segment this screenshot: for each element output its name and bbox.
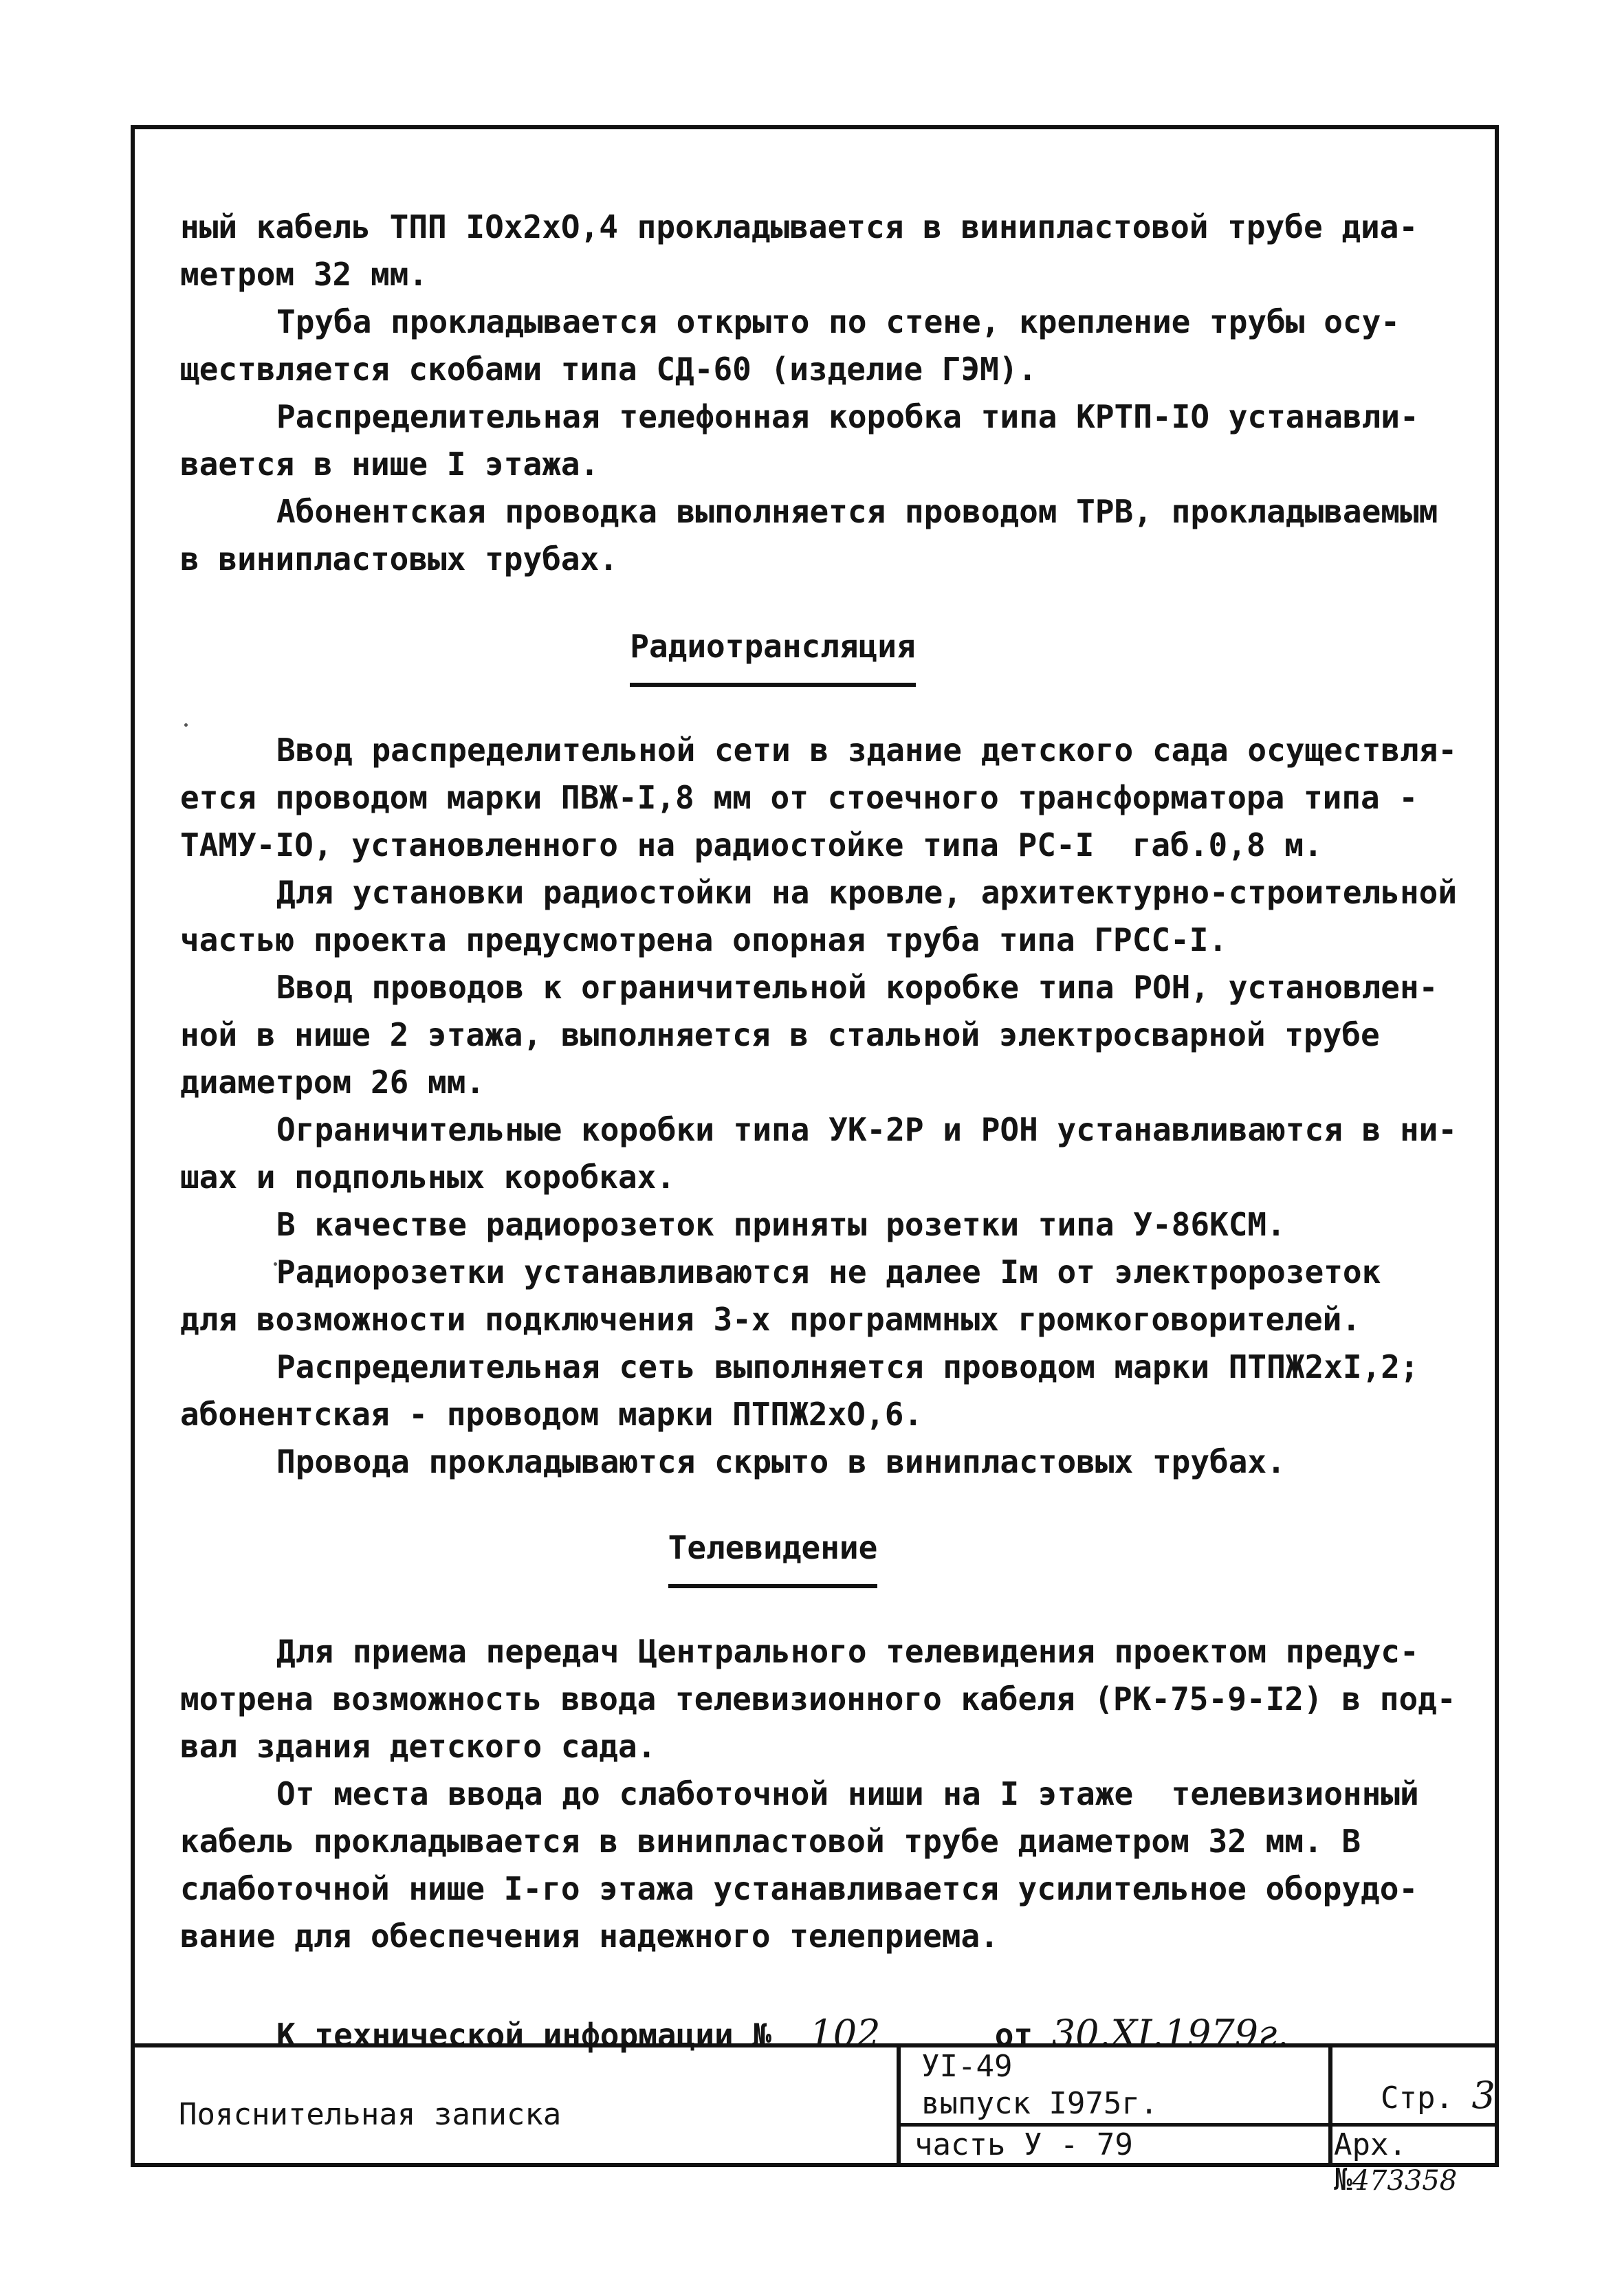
archive-label: Арх.№ [1334, 2127, 1407, 2197]
text-line: ществляется скобами типа СД-60 (изделие ГЭМ). [180, 351, 1038, 388]
text-line: частью проекта предусмотрена опорная труба типа ГРСС-I. [180, 921, 1228, 958]
text-line: слаботочной нише I-го этажа устанавливается усилительное оборудо- [180, 1870, 1418, 1907]
document-title: Пояснительная записка [179, 2097, 562, 2132]
section-heading-radio: Радиотрансляция [180, 623, 1500, 687]
text-line: вание для обеспечения надежного телеприема. [180, 1918, 999, 1955]
text-line: Абонентская проводка выполняется проводом ТРВ, прокладываемым [276, 493, 1438, 530]
cell-divider [1332, 2123, 1499, 2127]
text-line: Ввод распределительной сети в здание детского сада осуществля- [276, 732, 1458, 769]
text-line: метром 32 мм. [180, 256, 428, 293]
text-line: Ввод проводов к ограничительной коробке типа РОН, установлен- [276, 969, 1438, 1006]
text-line: мотрена возможность ввода телевизионного кабеля (РК-75-9-I2) в под- [180, 1680, 1456, 1717]
title-block [131, 2043, 1499, 2197]
text-line: шах и подпольных коробках. [180, 1159, 676, 1196]
text-line: для возможности подключения 3-х программных громкоговорителей. [180, 1301, 1361, 1338]
series-code: УI-49 [921, 2049, 1013, 2084]
text-line: вается в нише I этажа. [180, 446, 600, 483]
date-label: от [994, 2017, 1033, 2054]
title-block-code-cell [901, 2047, 1332, 2164]
date-value: 30.XI.1979г. [1051, 2012, 1289, 2055]
text-line: ется проводом марки ПВЖ-I,8 мм от стоечного трансформатора типа - [180, 779, 1418, 816]
text-line: Распределительная сеть выполняется проводом марки ПТПЖ2хI,2; [276, 1348, 1419, 1385]
text-line: вал здания детского сада. [180, 1728, 657, 1765]
text-line: Труба прокладывается открыто по стене, крепление трубы осу- [276, 303, 1400, 340]
title-block-page-cell [1332, 2047, 1499, 2197]
tech-info-label: К технической информации № [276, 2017, 772, 2054]
page-number: 3 [1471, 2074, 1495, 2117]
cell-divider [901, 2123, 1328, 2127]
archive-number: 473358 [1352, 2165, 1458, 2197]
text-line: кабель прокладывается в винипластовой трубе диаметром 32 мм. В [180, 1823, 1361, 1860]
page-label: Стр. [1381, 2080, 1453, 2116]
text-line: ной в нише 2 этажа, выполняется в стальной электросварной трубе [180, 1016, 1380, 1053]
text-line: в винипластовых трубах. [180, 540, 618, 578]
tech-info-number: 102 [809, 2012, 881, 2055]
text-line: Для установки радиостойки на кровле, архитектурно-строительной [276, 874, 1458, 911]
text-line: ный кабель ТПП IOх2хO,4 прокладывается в винипластовой трубе диа- [180, 208, 1418, 245]
text-line: Радиорозетки устанавливаются не далее Iм от электророзеток [276, 1253, 1381, 1291]
text-line: В качестве радиорозеток приняты розетки типа У-86КСМ. [276, 1206, 1286, 1243]
part-number: часть У - 79 [914, 2127, 1133, 2162]
section-heading-tv: Телевидение [180, 1524, 1500, 1588]
text-line: Ограничительные коробки типа УК-2Р и РОН устанавливаются в ни- [276, 1111, 1458, 1148]
text-line: ТАМУ-IO, установленного на радиостойке типа РС-I габ.0,8 м. [180, 826, 1323, 864]
text-line: Провода прокладываются скрыто в винипластовых трубах. [276, 1443, 1286, 1480]
archive-number-line [1334, 2127, 1499, 2197]
text-line: диаметром 26 мм. [180, 1064, 485, 1101]
text-line: Для приема передач Центрального телевидения проектом предус- [276, 1633, 1419, 1670]
issue-year: выпуск I975г. [921, 2086, 1159, 2121]
page-indicator [1381, 2074, 1495, 2117]
title-block-name-cell [131, 2047, 901, 2164]
text-line: абонентская - проводом марки ПТПЖ2хO,6. [180, 1396, 923, 1433]
text-line: Распределительная телефонная коробка типа КРТП-IO устанавли- [276, 398, 1419, 435]
text-line: От места ввода до слаботочной ниши на I этаже телевизионный [276, 1775, 1419, 1812]
document-body [180, 204, 1500, 2059]
